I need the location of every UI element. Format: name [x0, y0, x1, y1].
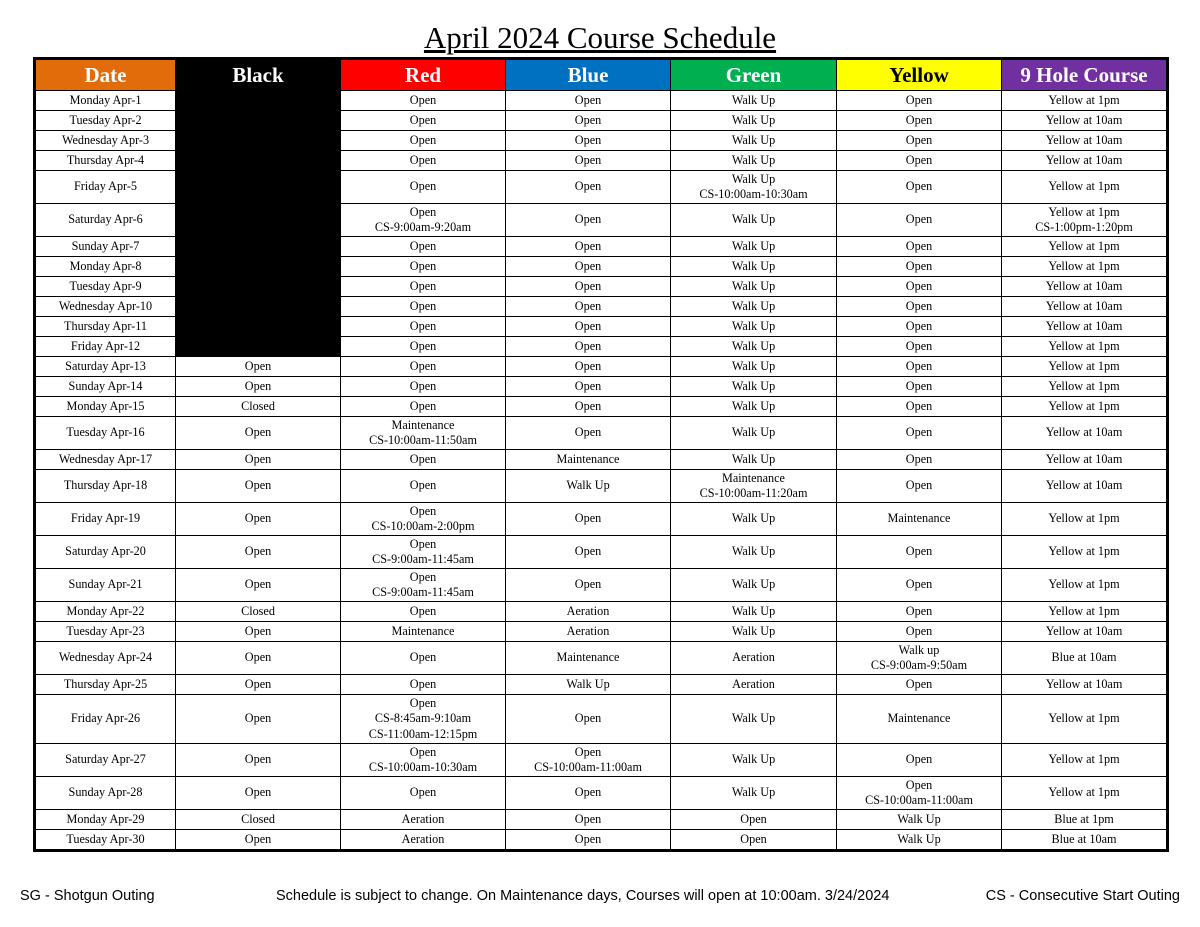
column-header: 9 Hole Course — [1002, 59, 1168, 91]
date-cell: Wednesday Apr-24 — [35, 642, 176, 675]
date-cell: Thursday Apr-25 — [35, 675, 176, 695]
status-cell: Walk Up — [671, 622, 837, 642]
cell-line: Open — [409, 569, 437, 584]
status-cell: Open — [341, 357, 506, 377]
column-header: Date — [35, 59, 176, 91]
date-cell: Friday Apr-19 — [35, 503, 176, 536]
date-cell: Friday Apr-26 — [35, 695, 176, 744]
table-row — [35, 503, 1168, 536]
date-cell: Saturday Apr-13 — [35, 357, 176, 377]
status-cell: Open — [837, 204, 1002, 237]
status-cell: Aeration — [671, 675, 837, 695]
date-cell: Tuesday Apr-23 — [35, 622, 176, 642]
status-cell: Walk Up — [506, 675, 671, 695]
status-cell: Yellow at 1pm — [1002, 602, 1168, 622]
status-cell: Open — [506, 257, 671, 277]
status-cell: Walk Up — [671, 536, 837, 569]
status-cell: Open — [506, 297, 671, 317]
status-cell: Open — [837, 151, 1002, 171]
status-cell: Open — [341, 602, 506, 622]
status-cell: Open — [341, 257, 506, 277]
date-cell: Thursday Apr-18 — [35, 470, 176, 503]
status-cell: Open — [506, 830, 671, 851]
status-cell: Open — [341, 642, 506, 675]
status-cell: Open — [837, 297, 1002, 317]
status-cell: Yellow at 10am — [1002, 317, 1168, 337]
status-cell: Open — [506, 111, 671, 131]
status-cell: Open — [506, 377, 671, 397]
status-cell: Yellow at 1pm — [1002, 91, 1168, 111]
status-cell: Open — [341, 91, 506, 111]
status-cell: Open — [837, 470, 1002, 503]
status-cell: Yellow at 1pm — [1002, 257, 1168, 277]
status-cell: Yellow at 10am — [1002, 277, 1168, 297]
table-row — [35, 417, 1168, 450]
status-cell: Open — [506, 237, 671, 257]
status-cell: Walk Up — [671, 91, 837, 111]
date-cell: Sunday Apr-7 — [35, 237, 176, 257]
status-cell: Aeration — [341, 810, 506, 830]
status-cell: Open — [837, 277, 1002, 297]
status-cell: Open — [506, 277, 671, 297]
column-header: Blue — [506, 59, 671, 91]
status-cell: Open — [341, 151, 506, 171]
status-cell: Open — [671, 830, 837, 851]
status-cell: Yellow at 1pm — [1002, 569, 1168, 602]
table-row — [35, 777, 1168, 810]
status-cell: Open — [176, 417, 341, 450]
status-cell: Aeration — [671, 642, 837, 675]
blocked-cell — [176, 91, 341, 111]
status-cell: Maintenance — [837, 503, 1002, 536]
status-cell: Yellow at 10am — [1002, 450, 1168, 470]
status-cell: Open — [176, 536, 341, 569]
status-cell: Yellow at 10am — [1002, 151, 1168, 171]
status-cell: Yellow at 1pm — [1002, 536, 1168, 569]
status-cell: Open — [341, 277, 506, 297]
status-cell: Open — [341, 131, 506, 151]
status-cell: Yellow at 10am — [1002, 131, 1168, 151]
date-cell: Monday Apr-8 — [35, 257, 176, 277]
cell-line: Open — [409, 503, 437, 518]
status-cell: Open — [506, 810, 671, 830]
status-cell: Open — [506, 317, 671, 337]
status-cell: Walk Up — [671, 297, 837, 317]
status-cell: Open — [837, 744, 1002, 777]
blocked-cell — [176, 111, 341, 131]
status-cell: Open — [176, 450, 341, 470]
status-cell: Maintenance — [506, 642, 671, 675]
blocked-cell — [176, 297, 341, 317]
status-cell: Walk Up — [671, 151, 837, 171]
status-cell: Open — [176, 830, 341, 851]
status-cell: Open — [837, 377, 1002, 397]
cell-line: CS-10:00am-11:50am — [369, 433, 477, 447]
cell-line: CS-1:00pm-1:20pm — [1035, 220, 1133, 234]
status-cell: Yellow at 1pm — [1002, 397, 1168, 417]
table-row — [35, 257, 1168, 277]
status-cell: Open — [837, 171, 1002, 204]
status-cell: Open — [506, 91, 671, 111]
status-cell: Walk Up — [671, 204, 837, 237]
blocked-cell — [176, 237, 341, 257]
table-row — [35, 810, 1168, 830]
status-cell: Open — [176, 622, 341, 642]
status-cell: Open — [176, 675, 341, 695]
status-cell: Yellow at 10am — [1002, 417, 1168, 450]
status-cell — [671, 171, 837, 204]
date-cell: Saturday Apr-27 — [35, 744, 176, 777]
status-cell: Walk Up — [671, 131, 837, 151]
table-row — [35, 377, 1168, 397]
table-row — [35, 675, 1168, 695]
status-cell: Open — [506, 417, 671, 450]
blocked-cell — [176, 204, 341, 237]
date-cell: Sunday Apr-28 — [35, 777, 176, 810]
status-cell: Walk Up — [671, 357, 837, 377]
table-row — [35, 602, 1168, 622]
table-row — [35, 337, 1168, 357]
status-cell: Open — [506, 204, 671, 237]
status-cell: Open — [837, 602, 1002, 622]
cell-line: CS-9:00am-11:45am — [372, 585, 474, 599]
status-cell — [1002, 204, 1168, 237]
table-row — [35, 536, 1168, 569]
cell-line: CS-10:00am-10:30am — [699, 187, 808, 201]
status-cell: Maintenance — [506, 450, 671, 470]
table-row — [35, 91, 1168, 111]
header-row — [35, 59, 1168, 91]
status-cell: Walk Up — [837, 810, 1002, 830]
status-cell: Maintenance — [837, 695, 1002, 744]
status-cell: Aeration — [506, 602, 671, 622]
date-cell: Thursday Apr-4 — [35, 151, 176, 171]
footer-note: Schedule is subject to change. On Maintenance days, Courses will open at 10:00am. 3/24/2024 — [276, 888, 890, 904]
blocked-cell — [176, 257, 341, 277]
cell-line: CS-10:00am-11:00am — [534, 760, 642, 774]
status-cell: Closed — [176, 397, 341, 417]
blocked-cell — [176, 277, 341, 297]
status-cell: Open — [506, 151, 671, 171]
status-cell: Walk Up — [671, 337, 837, 357]
date-cell: Friday Apr-5 — [35, 171, 176, 204]
status-cell: Open — [837, 397, 1002, 417]
status-cell: Open — [837, 536, 1002, 569]
cell-line: CS-9:00am-9:20am — [374, 220, 472, 234]
status-cell: Open — [506, 131, 671, 151]
cell-line: Open — [409, 695, 437, 710]
cell-line: Maintenance — [722, 470, 785, 485]
status-cell: Open — [506, 569, 671, 602]
status-cell: Walk Up — [671, 695, 837, 744]
status-cell: Open — [506, 503, 671, 536]
status-cell: Walk Up — [671, 377, 837, 397]
status-cell: Walk Up — [506, 470, 671, 503]
cell-line: Maintenance — [391, 417, 455, 432]
column-header: Black — [176, 59, 341, 91]
column-header: Green — [671, 59, 837, 91]
status-cell: Open — [506, 397, 671, 417]
status-cell: Open — [341, 171, 506, 204]
cell-line: Open — [409, 204, 437, 219]
status-cell: Yellow at 10am — [1002, 297, 1168, 317]
status-cell: Walk Up — [671, 417, 837, 450]
column-header: Red — [341, 59, 506, 91]
status-cell: Yellow at 1pm — [1002, 744, 1168, 777]
date-cell: Saturday Apr-6 — [35, 204, 176, 237]
cell-line: CS-11:00am-12:15pm — [368, 726, 478, 741]
status-cell: Walk Up — [671, 450, 837, 470]
status-cell: Open — [176, 377, 341, 397]
date-cell: Tuesday Apr-9 — [35, 277, 176, 297]
status-cell: Open — [506, 337, 671, 357]
status-cell: Walk Up — [671, 257, 837, 277]
table-row — [35, 151, 1168, 171]
status-cell: Open — [837, 675, 1002, 695]
table-row — [35, 171, 1168, 204]
status-cell: Open — [176, 503, 341, 536]
cell-line: Yellow at 1pm — [1048, 204, 1120, 219]
status-cell — [341, 503, 506, 536]
status-cell — [341, 695, 506, 744]
table-row — [35, 397, 1168, 417]
status-cell: Open — [341, 675, 506, 695]
date-cell: Tuesday Apr-30 — [35, 830, 176, 851]
status-cell: Yellow at 10am — [1002, 622, 1168, 642]
status-cell: Open — [176, 357, 341, 377]
status-cell: Walk Up — [671, 569, 837, 602]
table-row — [35, 569, 1168, 602]
date-cell: Monday Apr-15 — [35, 397, 176, 417]
status-cell: Walk Up — [671, 602, 837, 622]
table-row — [35, 131, 1168, 151]
status-cell: Closed — [176, 602, 341, 622]
status-cell: Open — [341, 777, 506, 810]
status-cell: Open — [837, 569, 1002, 602]
status-cell: Open — [341, 317, 506, 337]
status-cell: Open — [837, 622, 1002, 642]
status-cell: Yellow at 1pm — [1002, 357, 1168, 377]
status-cell: Yellow at 10am — [1002, 111, 1168, 131]
column-header: Yellow — [837, 59, 1002, 91]
cell-line: Open — [409, 536, 437, 551]
status-cell: Yellow at 1pm — [1002, 237, 1168, 257]
status-cell: Open — [341, 337, 506, 357]
cell-line: CS-9:00am-11:45am — [372, 552, 474, 566]
cell-line: Walk Up — [731, 171, 776, 186]
status-cell: Open — [837, 257, 1002, 277]
date-cell: Friday Apr-12 — [35, 337, 176, 357]
status-cell: Open — [176, 777, 341, 810]
status-cell — [341, 744, 506, 777]
table-row — [35, 297, 1168, 317]
status-cell: Yellow at 10am — [1002, 675, 1168, 695]
status-cell — [837, 777, 1002, 810]
table-row — [35, 450, 1168, 470]
status-cell: Open — [176, 569, 341, 602]
status-cell — [341, 204, 506, 237]
date-cell: Sunday Apr-14 — [35, 377, 176, 397]
table-row — [35, 830, 1168, 851]
status-cell: Blue at 1pm — [1002, 810, 1168, 830]
table-row — [35, 470, 1168, 503]
blocked-cell — [176, 151, 341, 171]
date-cell: Saturday Apr-20 — [35, 536, 176, 569]
table-row — [35, 622, 1168, 642]
status-cell: Open — [506, 357, 671, 377]
blocked-cell — [176, 171, 341, 204]
status-cell: Maintenance — [341, 622, 506, 642]
status-cell: Open — [506, 536, 671, 569]
cell-line: CS-10:00am-2:00pm — [371, 519, 475, 533]
status-cell: Walk Up — [671, 111, 837, 131]
footer-legend-consecutive: CS - Consecutive Start Outing — [985, 888, 1180, 904]
date-cell: Wednesday Apr-10 — [35, 297, 176, 317]
date-cell: Wednesday Apr-17 — [35, 450, 176, 470]
status-cell: Yellow at 1pm — [1002, 777, 1168, 810]
date-cell: Tuesday Apr-2 — [35, 111, 176, 131]
status-cell: Yellow at 1pm — [1002, 503, 1168, 536]
cell-line: Walk up — [898, 642, 940, 657]
status-cell: Blue at 10am — [1002, 830, 1168, 851]
date-cell: Sunday Apr-21 — [35, 569, 176, 602]
table-row — [35, 111, 1168, 131]
status-cell: Walk Up — [671, 277, 837, 297]
status-cell: Blue at 10am — [1002, 642, 1168, 675]
status-cell: Walk Up — [671, 777, 837, 810]
footer-legend-shotgun: SG - Shotgun Outing — [20, 888, 155, 904]
status-cell: Walk Up — [837, 830, 1002, 851]
date-cell: Wednesday Apr-3 — [35, 131, 176, 151]
table-row — [35, 695, 1168, 744]
status-cell: Yellow at 1pm — [1002, 695, 1168, 744]
status-cell — [341, 569, 506, 602]
blocked-cell — [176, 131, 341, 151]
table-row — [35, 204, 1168, 237]
date-cell: Monday Apr-22 — [35, 602, 176, 622]
status-cell: Walk Up — [671, 317, 837, 337]
status-cell: Open — [837, 111, 1002, 131]
table-row — [35, 237, 1168, 257]
status-cell: Open — [671, 810, 837, 830]
table-row — [35, 357, 1168, 377]
status-cell: Open — [176, 642, 341, 675]
status-cell: Open — [341, 377, 506, 397]
status-cell — [341, 417, 506, 450]
status-cell: Walk Up — [671, 397, 837, 417]
status-cell: Aeration — [341, 830, 506, 851]
status-cell: Walk Up — [671, 744, 837, 777]
status-cell: Open — [506, 171, 671, 204]
cell-line: Open — [905, 777, 933, 792]
status-cell: Yellow at 1pm — [1002, 171, 1168, 204]
status-cell: Open — [176, 695, 341, 744]
status-cell: Open — [341, 397, 506, 417]
status-cell: Open — [506, 777, 671, 810]
cell-line: CS-10:00am-11:00am — [865, 793, 973, 807]
date-cell: Thursday Apr-11 — [35, 317, 176, 337]
cell-line: CS-10:00am-10:30am — [368, 760, 478, 774]
status-cell: Yellow at 1pm — [1002, 377, 1168, 397]
schedule-table — [33, 57, 1169, 852]
status-cell: Open — [176, 470, 341, 503]
blocked-cell — [176, 337, 341, 357]
status-cell: Open — [341, 450, 506, 470]
status-cell — [671, 470, 837, 503]
date-cell: Tuesday Apr-16 — [35, 417, 176, 450]
schedule-body — [35, 91, 1168, 851]
status-cell: Open — [837, 357, 1002, 377]
status-cell: Yellow at 1pm — [1002, 337, 1168, 357]
cell-line: Open — [574, 744, 602, 759]
status-cell: Walk Up — [671, 503, 837, 536]
date-cell: Monday Apr-29 — [35, 810, 176, 830]
table-row — [35, 642, 1168, 675]
status-cell — [506, 744, 671, 777]
status-cell: Closed — [176, 810, 341, 830]
status-cell: Open — [837, 131, 1002, 151]
cell-line: Open — [409, 744, 437, 759]
cell-line: CS-9:00am-9:50am — [870, 658, 968, 672]
status-cell: Open — [341, 470, 506, 503]
status-cell: Open — [341, 237, 506, 257]
status-cell: Open — [176, 744, 341, 777]
blocked-cell — [176, 317, 341, 337]
status-cell: Open — [837, 317, 1002, 337]
table-row — [35, 277, 1168, 297]
status-cell: Open — [837, 237, 1002, 257]
status-cell — [837, 642, 1002, 675]
status-cell: Open — [837, 337, 1002, 357]
date-cell: Monday Apr-1 — [35, 91, 176, 111]
status-cell: Open — [837, 417, 1002, 450]
page-title: April 2024 Course Schedule — [423, 20, 777, 55]
cell-line: CS-10:00am-11:20am — [699, 486, 808, 500]
status-cell: Open — [837, 91, 1002, 111]
status-cell: Walk Up — [671, 237, 837, 257]
status-cell: Open — [506, 695, 671, 744]
status-cell: Yellow at 10am — [1002, 470, 1168, 503]
table-row — [35, 744, 1168, 777]
table-row — [35, 317, 1168, 337]
status-cell: Open — [341, 111, 506, 131]
status-cell — [341, 536, 506, 569]
status-cell: Aeration — [506, 622, 671, 642]
status-cell: Open — [837, 450, 1002, 470]
status-cell: Open — [341, 297, 506, 317]
cell-line: CS-8:45am-9:10am — [374, 711, 472, 726]
